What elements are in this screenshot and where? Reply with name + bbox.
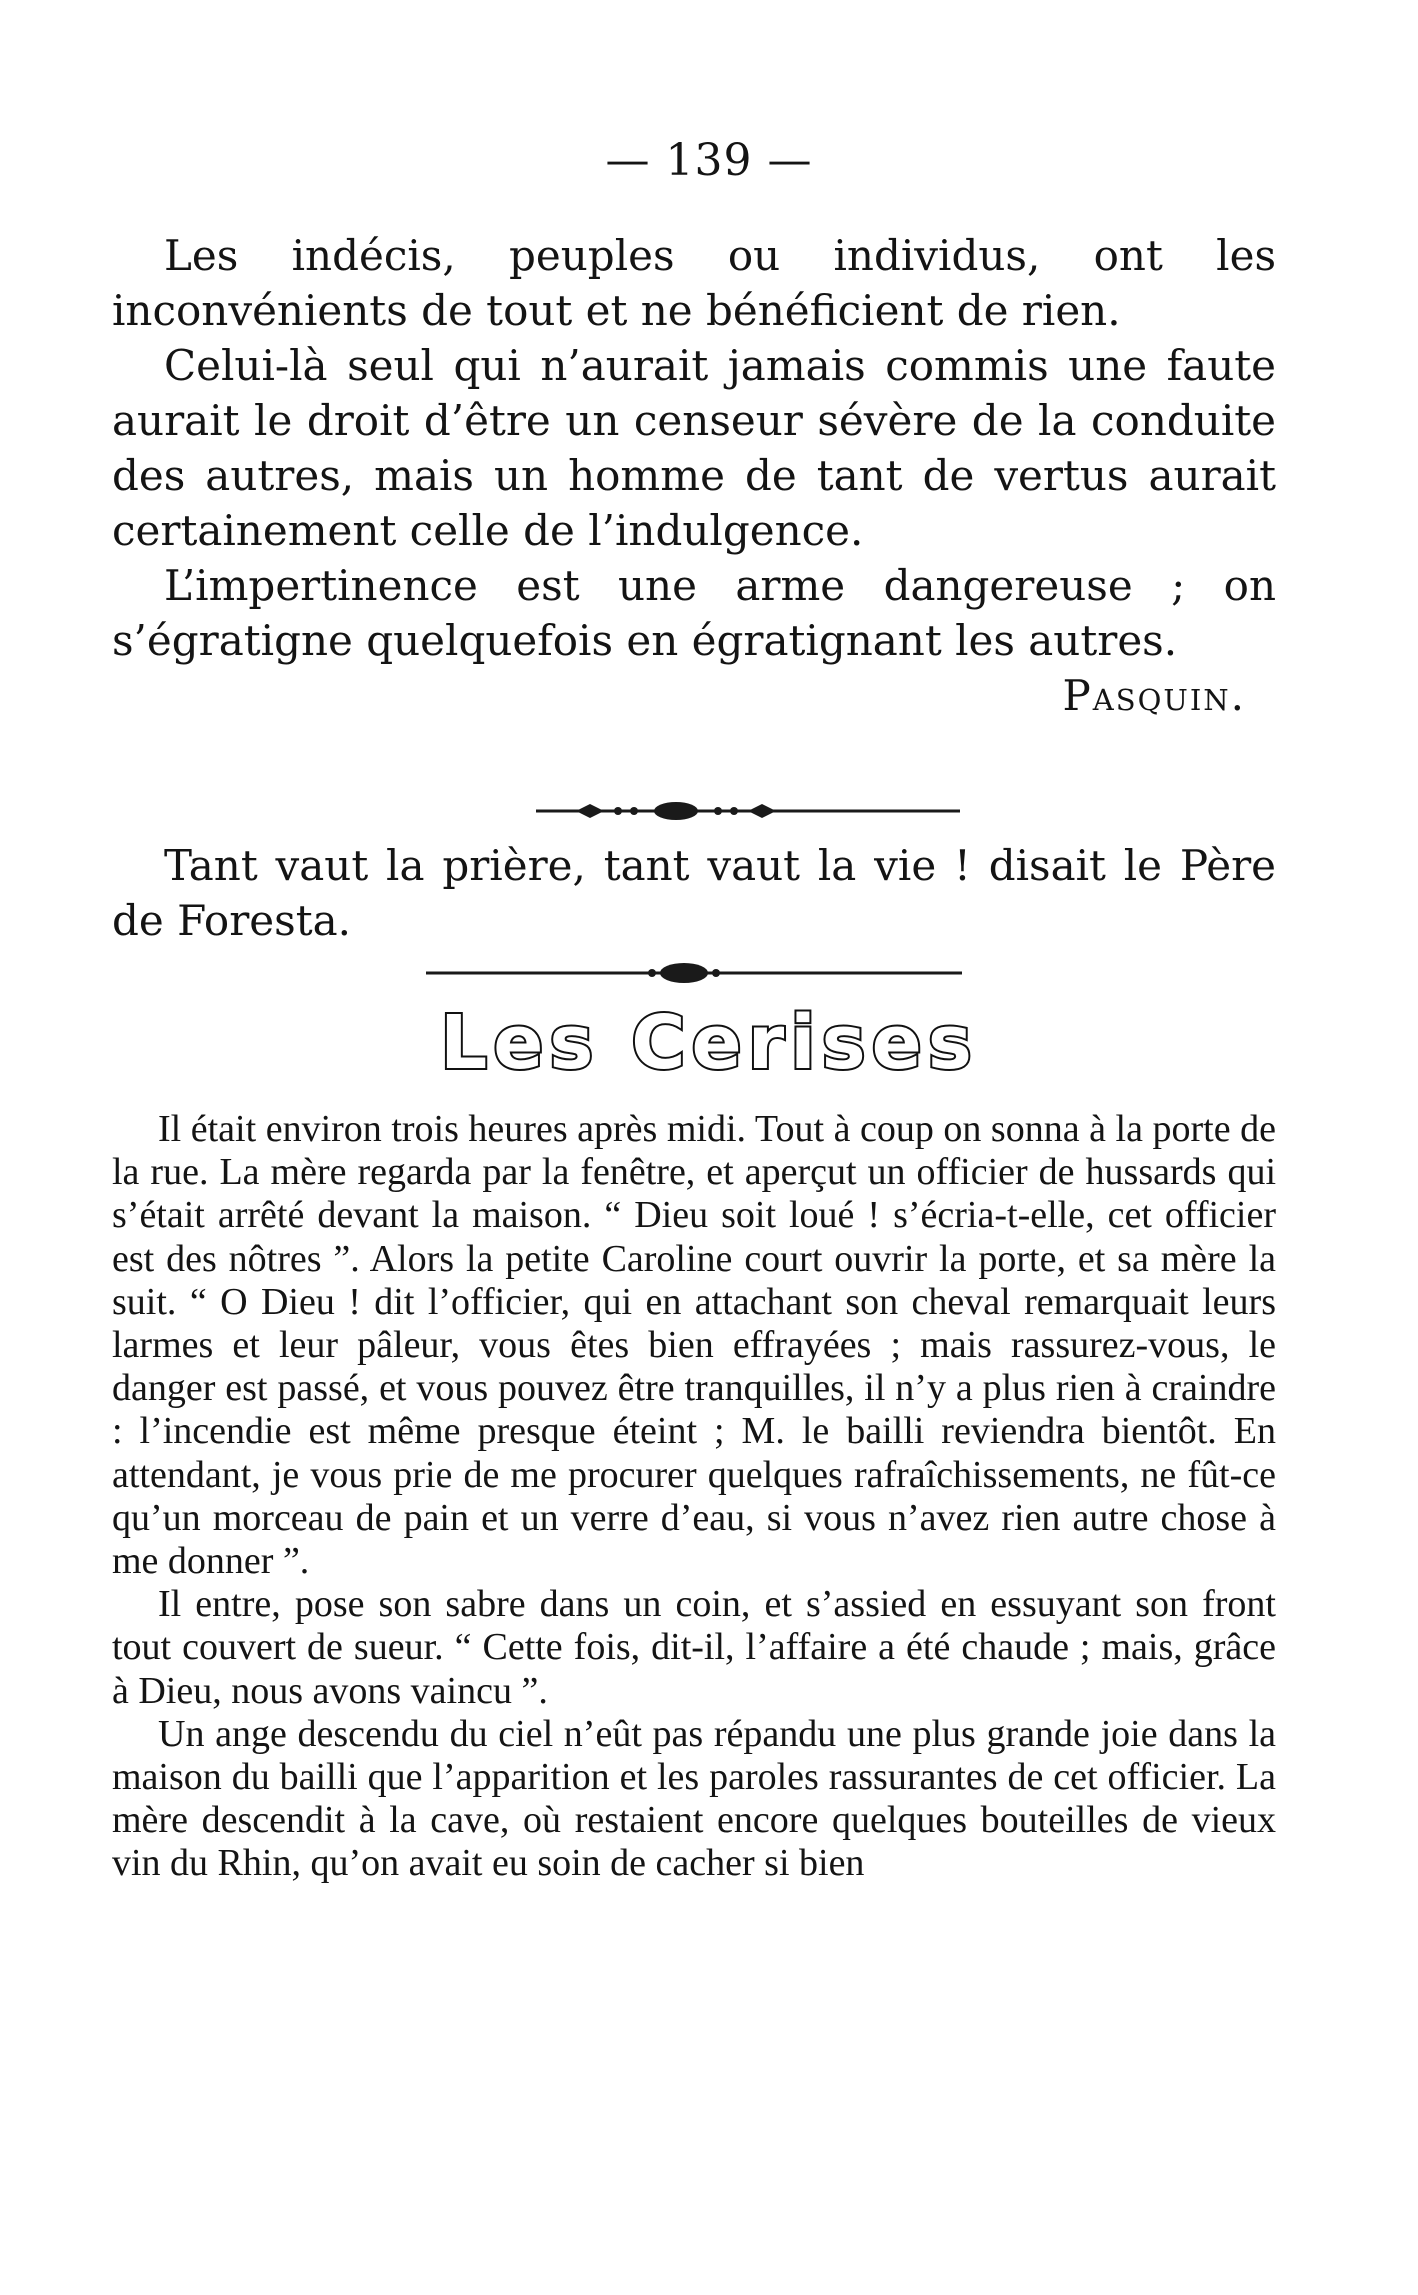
maxim-paragraph: L’impertinence est une arme dangereuse ; on s’égratigne quelquefois en égratignant les autres. [112, 561, 1276, 665]
story-paragraph: Il était environ trois heures après midi. Tout à coup on sonna à la porte de la rue. La mère regarda par la fenêtre, et aperçut un officier de hussards qui s’était arrêté devant la maison. “ Dieu soit loué ! s’écria-t-elle, cet officier est des nôtres ”. Alors la petite Caroline court ouvrir la porte, et sa mère la suit. “ O Dieu ! dit l’officier, qui en attachant son cheval remarquait leurs larmes et leur pâleur, vous êtes bien effrayées ; mais rassurez-vous, le danger est passé, et vous pouvez être tranquilles, il n’y a plus rien à craindre : l’incendie est même presque éteint ; M. le bailli reviendra bientôt. En attendant, je vous prie de me procurer quelques rafraîchissements, ne fût-ce qu’un morceau de pain et un verre d’eau, si vous n’avez rien autre chose à me donner ”. [112, 1108, 1276, 1583]
maxim-paragraph: Celui-là seul qui n’aurait jamais commis une faute aurait le droit d’être un censeur sévère de la conduite des autres, mais un homme de tant de vertus aurait certainement celle de l’indulgence. [112, 341, 1276, 555]
quote-section [112, 838, 1276, 948]
story-paragraph: Il entre, pose son sabre dans un coin, et s’assied en essuyant son front tout couvert de sueur. “ Cette fois, dit-il, l’affaire a été chaude ; mais, grâce à Dieu, nous avons vaincu ”. [112, 1583, 1276, 1712]
story-section [112, 1108, 1276, 1886]
author-signature: Pasquin. [1062, 671, 1246, 720]
ornament-divider-icon [536, 800, 960, 822]
maxims-section [112, 228, 1276, 723]
story-paragraph: Un ange descendu du ciel n’eût pas répandu une plus grande joie dans la maison du bailli que l’apparition et les paroles rassurantes de cet officier. La mère descendit à la cave, où restaient encore quelques bouteilles de vieux vin du Rhin, qu’on avait eu soin de cacher si bien [112, 1712, 1276, 1885]
ornament-divider-icon [426, 962, 962, 984]
page-number: — 139 — [605, 135, 813, 186]
maxim-paragraph: Les indécis, peuples ou individus, ont les inconvénients de tout et ne bénéficient de rien. [112, 231, 1276, 335]
quote-paragraph: Tant vaut la prière, tant vaut la vie ! disait le Père de Foresta. [112, 841, 1276, 945]
section-title: Les Cerises [440, 1000, 978, 1086]
